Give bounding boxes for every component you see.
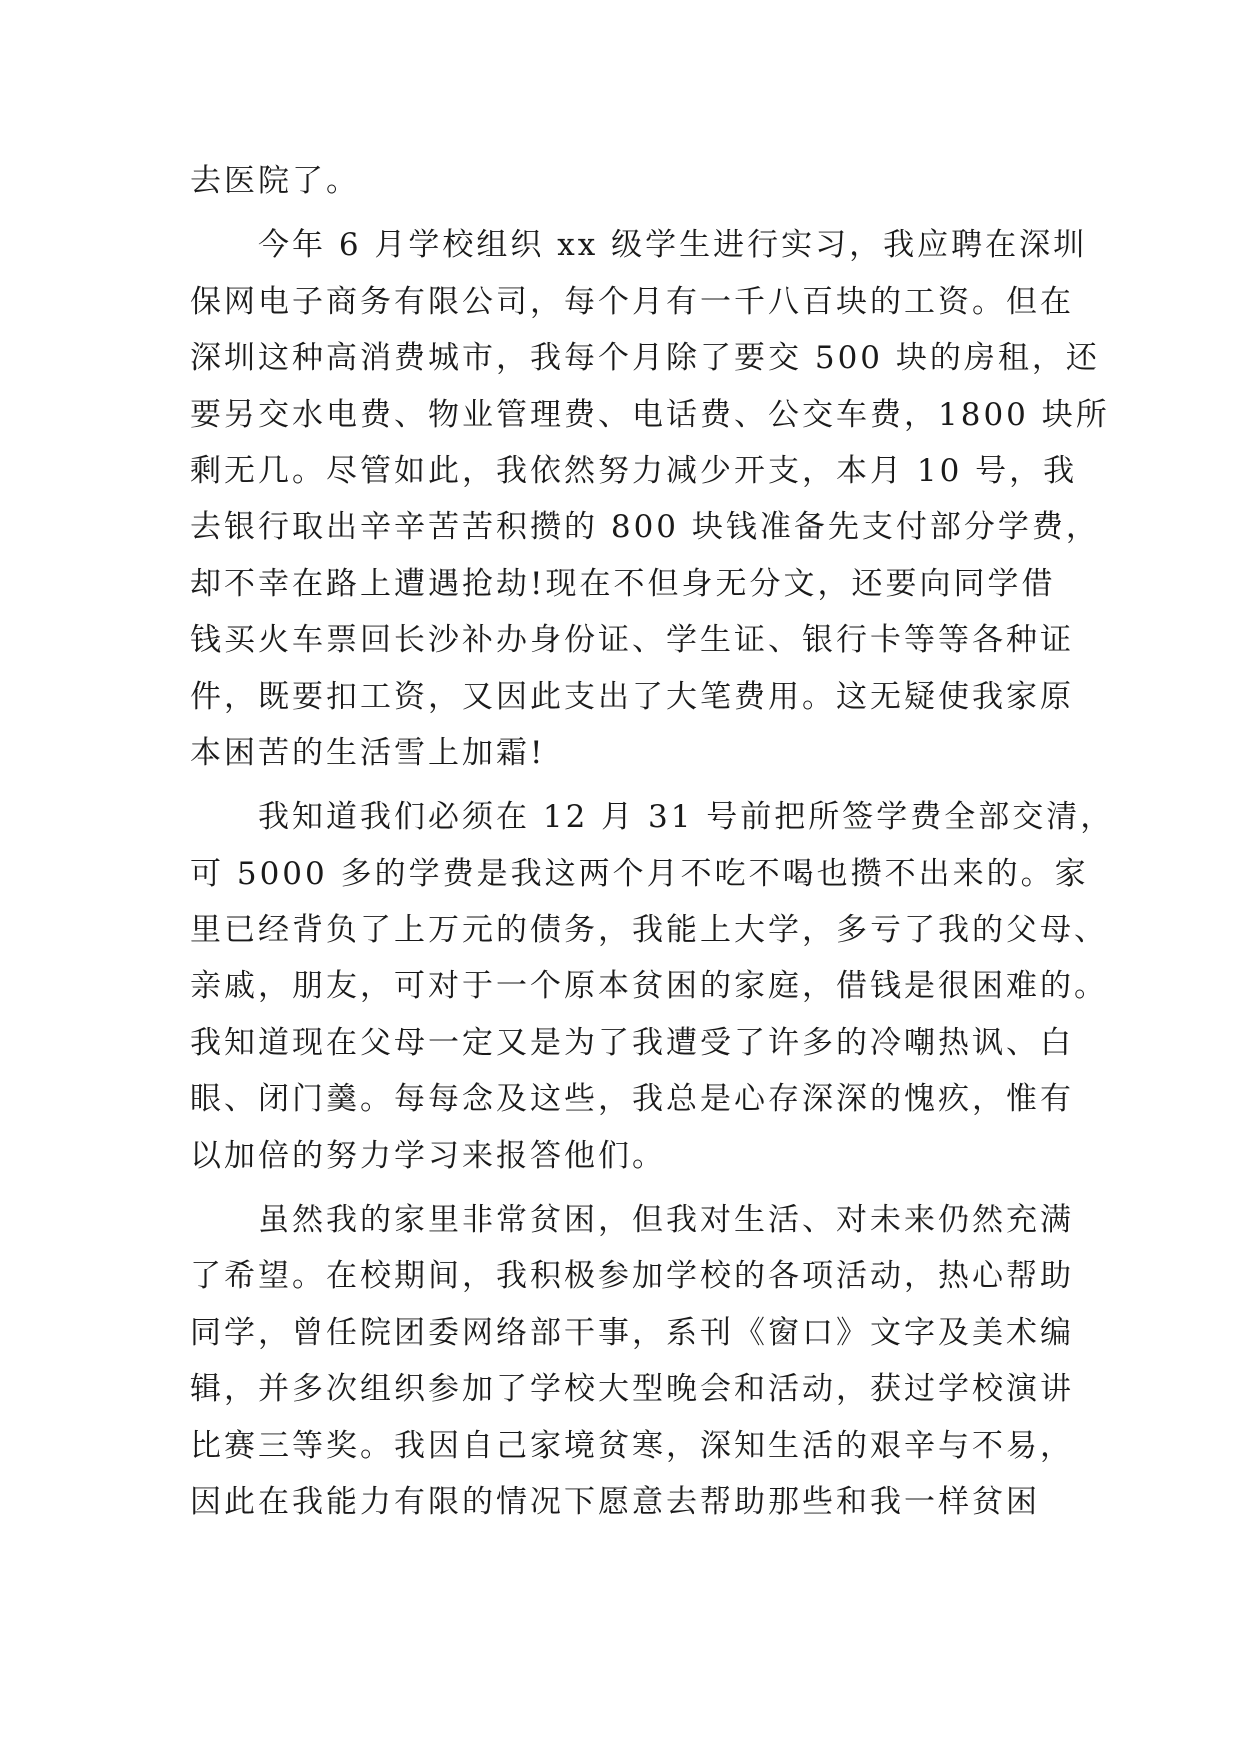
text-line: 本困苦的生活雪上加霜! [190,734,546,771]
text-line: 亲戚，朋友，可对于一个原本贫困的家庭，借钱是很困难的。 [190,968,1108,1005]
text-line: 却不幸在路上遭遇抢劫!现在不但身无分文，还要向同学借 [190,565,1056,602]
text-line: 以加倍的努力学习来报答他们。 [190,1137,666,1174]
text-line: 保网电子商务有限公司，每个月有一千八百块的工资。但在 [190,283,1074,320]
paragraph-3 [190,789,1115,1184]
text-line: 里已经背负了上万元的债务，我能上大学，多亏了我的父母、 [190,912,1108,949]
text-line: 可 5000 多的学费是我这两个月不吃不喝也攒不出来的。家 [190,855,1089,892]
text-line: 同学，曾任院团委网络部干事，系刊《窗口》文字及美术编 [190,1314,1074,1351]
text-line: 眼、闭门羹。每每念及这些，我总是心存深深的愧疚，惟有 [190,1081,1074,1118]
text-line: 比赛三等奖。我因自己家境贫寒，深知生活的艰辛与不易， [190,1427,1074,1464]
text-line: 件，既要扣工资，又因此支出了大笔费用。这无疑使我家原 [190,678,1074,715]
text-line: 今年 6 月学校组织 xx 级学生进行实习，我应聘在深圳 [190,227,1088,264]
paragraph-1 [190,153,1050,209]
paragraph-2 [190,217,1110,781]
text-line: 虽然我的家里非常贫困，但我对生活、对未来仍然充满 [190,1202,1074,1239]
text-line: 去医院了。 [190,163,360,199]
text-line: 钱买火车票回长沙补办身份证、学生证、银行卡等等各种证 [190,622,1074,659]
paragraph-4 [190,1192,1074,1530]
text-line: 了希望。在校期间，我积极参加学校的各项活动，热心帮助 [190,1258,1074,1295]
text-line: 辑，并多次组织参加了学校大型晚会和活动，获过学校演讲 [190,1371,1074,1408]
text-line: 深圳这种高消费城市，我每个月除了要交 500 块的房租，还 [190,340,1100,377]
text-line: 要另交水电费、物业管理费、电话费、公交车费，1800 块所 [190,396,1110,433]
text-line: 因此在我能力有限的情况下愿意去帮助那些和我一样贫困 [190,1483,1040,1520]
text-line: 我知道现在父母一定又是为了我遭受了许多的冷嘲热讽、白 [190,1024,1074,1061]
text-line: 去银行取出辛辛苦苦积攒的 800 块钱准备先支付部分学费， [190,509,1100,546]
body-text [190,153,1115,1530]
text-line: 剩无几。尽管如此，我依然努力减少开支，本月 10 号，我 [190,452,1078,489]
text-line: 我知道我们必须在 12 月 31 号前把所签学费全部交清， [190,799,1115,836]
